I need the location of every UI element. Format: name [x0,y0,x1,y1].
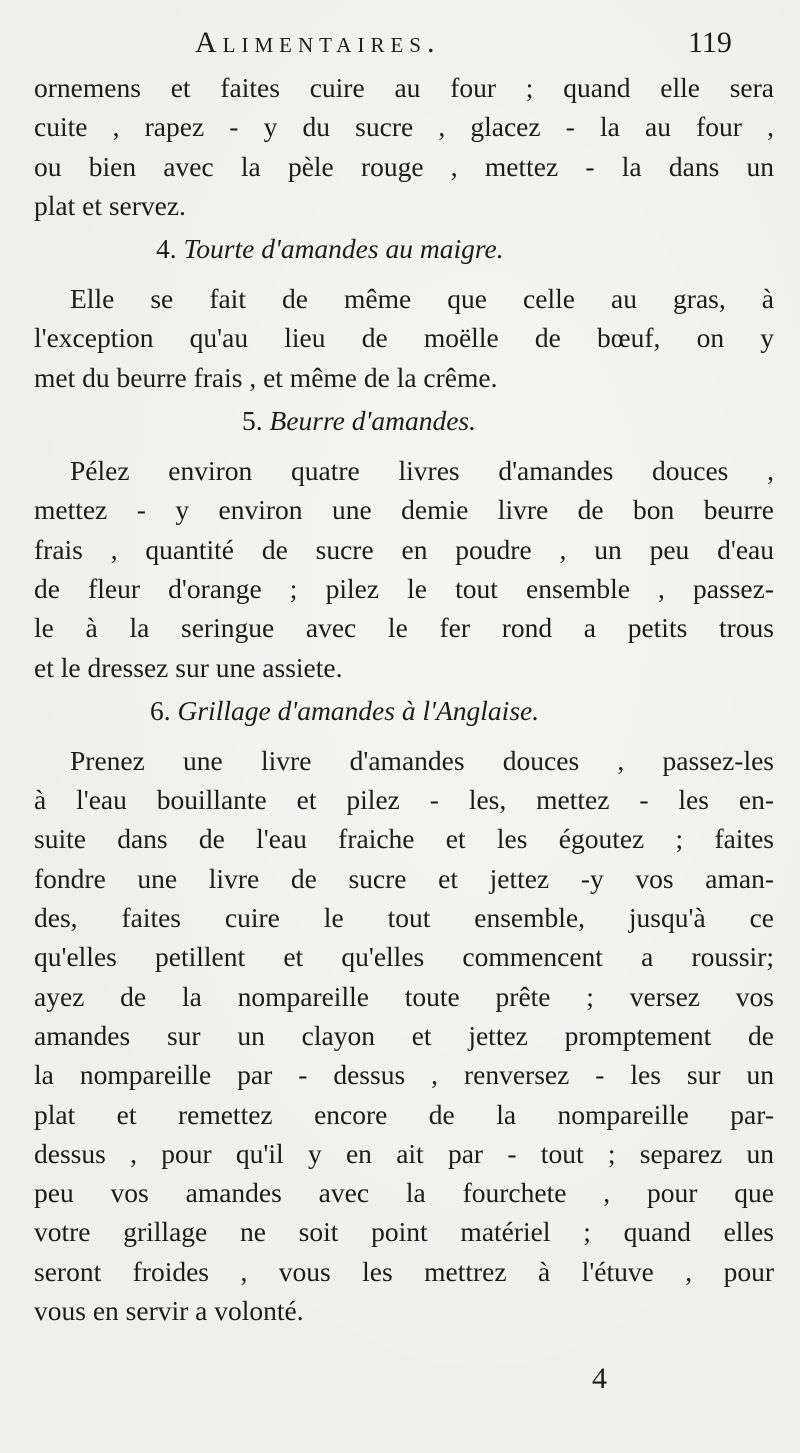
text-line: cuite , rapez - y du sucre , glacez - la au four , [34,111,774,143]
section-heading-6 [34,689,774,733]
section-number: 5. [242,405,263,437]
text-line: ou bien avec la pèle rouge , mettez - la dans un [34,150,774,182]
text-line: suite dans de l'eau fraiche et les égoutez ; faites [34,823,774,855]
section-heading-5 [34,399,774,443]
paragraph-continuation [34,68,774,225]
section-heading-4 [34,227,774,271]
text-line: ayez de la nompareille toute prête ; versez vos [34,980,774,1012]
text-line: amandes sur un clayon et jettez promptement de [34,1019,774,1051]
section-title: Beurre d'amandes. [269,405,476,437]
text-line: ornemens et faites cuire au four ; quand elle sera [34,72,774,103]
section-title: Tourte d'amandes au maigre. [183,233,504,265]
text-line: l'exception qu'au lieu de moëlle de bœuf, on y [34,322,774,354]
text-line: peu vos amandes avec la fourchete , pour que [34,1177,774,1209]
section-title: Grillage d'amandes à l'Anglaise. [177,694,540,726]
running-head [0,18,800,68]
text-line: à l'eau bouillante et pilez - les, mettez - les en- [34,784,774,816]
text-line: vous en servir a volonté. [34,1295,304,1327]
text-line: dessus , pour qu'il y en ait par - tout ; separez un [34,1137,774,1169]
paragraph-section-6 [34,741,774,1330]
text-line: plat et remettez encore de la nompareille par- [34,1098,774,1130]
page-number: 119 [688,26,732,59]
text-line: qu'elles petillent et qu'elles commencent a roussir; [34,941,774,973]
section-number: 4. [156,233,177,265]
text-line: la nompareille par - dessus , renversez - les sur un [34,1059,774,1091]
text-line: frais , quantité de sucre en poudre , un peu d'eau [34,533,774,565]
text-line: met du beurre frais , et même de la crême. [34,361,498,393]
text-line: mettez - y environ une demie livre de bon beurre [34,494,774,526]
text-line: de fleur d'orange ; pilez le tout ensemble , passez- [34,572,774,604]
running-head-title: Alimentaires. [195,26,441,59]
text-line: seront froides , vous les mettrez à l'étuve , pour [34,1255,774,1287]
paragraph-section-4 [34,279,774,397]
text-line: votre grillage ne soit point matériel ; quand elles [34,1216,774,1248]
text-line: et le dressez sur une assiete. [34,651,343,683]
text-line: plat et servez. [34,189,186,221]
text-line: Elle se fait de même que celle au gras, à [70,283,774,315]
text-block [34,68,774,1330]
text-line: Pélez environ quatre livres d'amandes douces , [70,455,774,487]
section-number: 6. [150,694,171,726]
text-line: le à la seringue avec le fer rond a petits trous [34,612,774,644]
signature-mark: 4 [592,1362,607,1395]
text-line: fondre une livre de sucre et jettez -y vos aman- [34,862,774,894]
paragraph-section-5 [34,451,774,687]
text-line: des, faites cuire le tout ensemble, jusqu'à ce [34,902,774,934]
text-line: Prenez une livre d'amandes douces , passez-les [70,744,774,776]
